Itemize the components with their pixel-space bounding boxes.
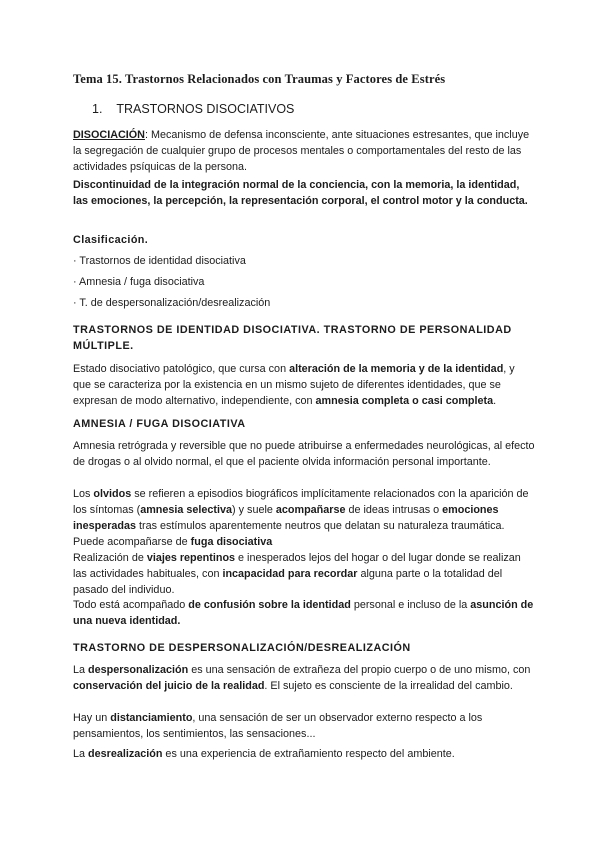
desp-paragraph-2	[73, 710, 535, 742]
bold-run: viajes repentinos	[146, 552, 236, 564]
tid-heading: TRASTORNOS DE IDENTIDAD DISOCIATIVA. TRASTORNO DE PERSONALIDAD MÚLTIPLE.	[73, 324, 512, 352]
bold-run: desrealización	[88, 748, 163, 760]
text-run: alguna parte o la totalidad del pasado del individuo.	[73, 568, 503, 596]
amnesia-paragraph-3	[73, 534, 535, 550]
text-run: tras estímulos aparentemente neutros que delatan su naturaleza traumática.	[136, 520, 505, 532]
discontinuidad-paragraph	[73, 177, 535, 209]
amnesia-heading: AMNESIA / FUGA DISOCIATIVA	[73, 418, 246, 430]
text-run: , una sensación de ser un observador externo respecto a los pensamientos, los sentimientos, las sensaciones...	[73, 712, 483, 740]
bold-run: olvidos	[93, 488, 132, 500]
bold-run: despersonalización	[88, 664, 189, 676]
amnesia-paragraph-5	[73, 597, 535, 629]
desp-paragraph-1	[73, 662, 535, 694]
text-run: es una sensación de extrañeza del propio cuerpo o de uno mismo, con	[188, 664, 531, 676]
text-run: Puede acompañarse de	[73, 536, 191, 548]
text-run: personal e incluso de la	[350, 599, 471, 611]
section-label: TRASTORNOS DISOCIATIVOS	[116, 102, 295, 116]
section-heading-trastornos-disociativos	[92, 102, 294, 116]
bold-run: fuga disociativa	[190, 536, 273, 548]
clasificacion-item: · T. de despersonalización/desrealización	[73, 297, 271, 309]
text-run: Hay un	[73, 712, 111, 724]
bold-run: conservación del juicio de la realidad	[73, 680, 265, 692]
text-run: ) y suele	[232, 504, 276, 516]
text-run: e inesperados lejos del hogar o del lugar donde se realizan las actividades habituales, con	[73, 552, 521, 580]
amnesia-paragraph-1: Amnesia retrógrada y reversible que no puede atribuirse a enfermedades neurológicas, al efecto de drogas o al olvido normal, el que el paciente olvida información personal importante.	[73, 440, 535, 468]
text-run: , y que se caracteriza por la existencia en un mismo sujeto de diferentes identidades, que se expresan de modo alternativo, independiente, con	[73, 363, 515, 407]
text-run: de ideas intrusas o	[345, 504, 443, 516]
clasificacion-heading: Clasificación.	[73, 234, 149, 246]
bold-run: amnesia completa o casi completa	[315, 395, 494, 407]
bold-run: incapacidad para recordar	[222, 568, 358, 580]
clasificacion-item: · Trastornos de identidad disociativa	[73, 255, 246, 267]
bold-run: emociones inesperadas	[73, 504, 499, 532]
text-run: es una experiencia de extrañamiento respecto del ambiente.	[162, 748, 455, 760]
disociacion-definition: : Mecanismo de defensa inconsciente, ante situaciones estresantes, que incluye la segregación de cualquier grupo de procesos mentales o comportamentales del resto de las actividades psíquicas de la persona.	[73, 129, 530, 173]
text-run: .	[493, 395, 497, 407]
clasificacion-item: · Amnesia / fuga disociativa	[73, 276, 205, 288]
bold-run: alteración de la memoria y de la identidad	[289, 363, 504, 375]
bold-run: amnesia selectiva	[140, 504, 233, 516]
text-run: Realización de	[73, 552, 147, 564]
amnesia-paragraph-2	[73, 486, 535, 534]
text-run: . El sujeto es consciente de la irrealidad del cambio.	[264, 680, 513, 692]
section-number: 1.	[92, 102, 103, 116]
disociacion-paragraph	[73, 127, 535, 175]
text-run: Todo está acompañado	[73, 599, 189, 611]
text-run: Estado disociativo patológico, que cursa con	[73, 363, 290, 375]
bold-run: distanciamiento	[110, 712, 193, 724]
page-title: Tema 15. Trastornos Relacionados con Traumas y Factores de Estrés	[73, 72, 446, 86]
discontinuidad-text: Discontinuidad de la integración normal de la conciencia, con la memoria, la identidad, las emociones, la percepción, la representación corporal, el control motor y la conducta.	[73, 179, 528, 207]
tid-paragraph	[73, 361, 535, 409]
bold-run: asunción de una nueva identidad.	[73, 599, 534, 627]
text-run: se refieren a episodios biográficos implícitamente relacionados con la aparición de los síntomas (	[73, 488, 529, 516]
amnesia-paragraph-4	[73, 550, 535, 598]
desp-paragraph-3	[73, 746, 535, 762]
disociacion-term: DISOCIACIÓN	[73, 129, 145, 141]
text-run: La	[73, 664, 89, 676]
bold-run: de confusión sobre la identidad	[188, 599, 351, 611]
text-run: La	[73, 748, 89, 760]
desp-heading: TRASTORNO DE DESPERSONALIZACIÓN/DESREALIZACIÓN	[73, 642, 411, 654]
text-run: Los	[73, 488, 94, 500]
bold-run: acompañarse	[275, 504, 346, 516]
